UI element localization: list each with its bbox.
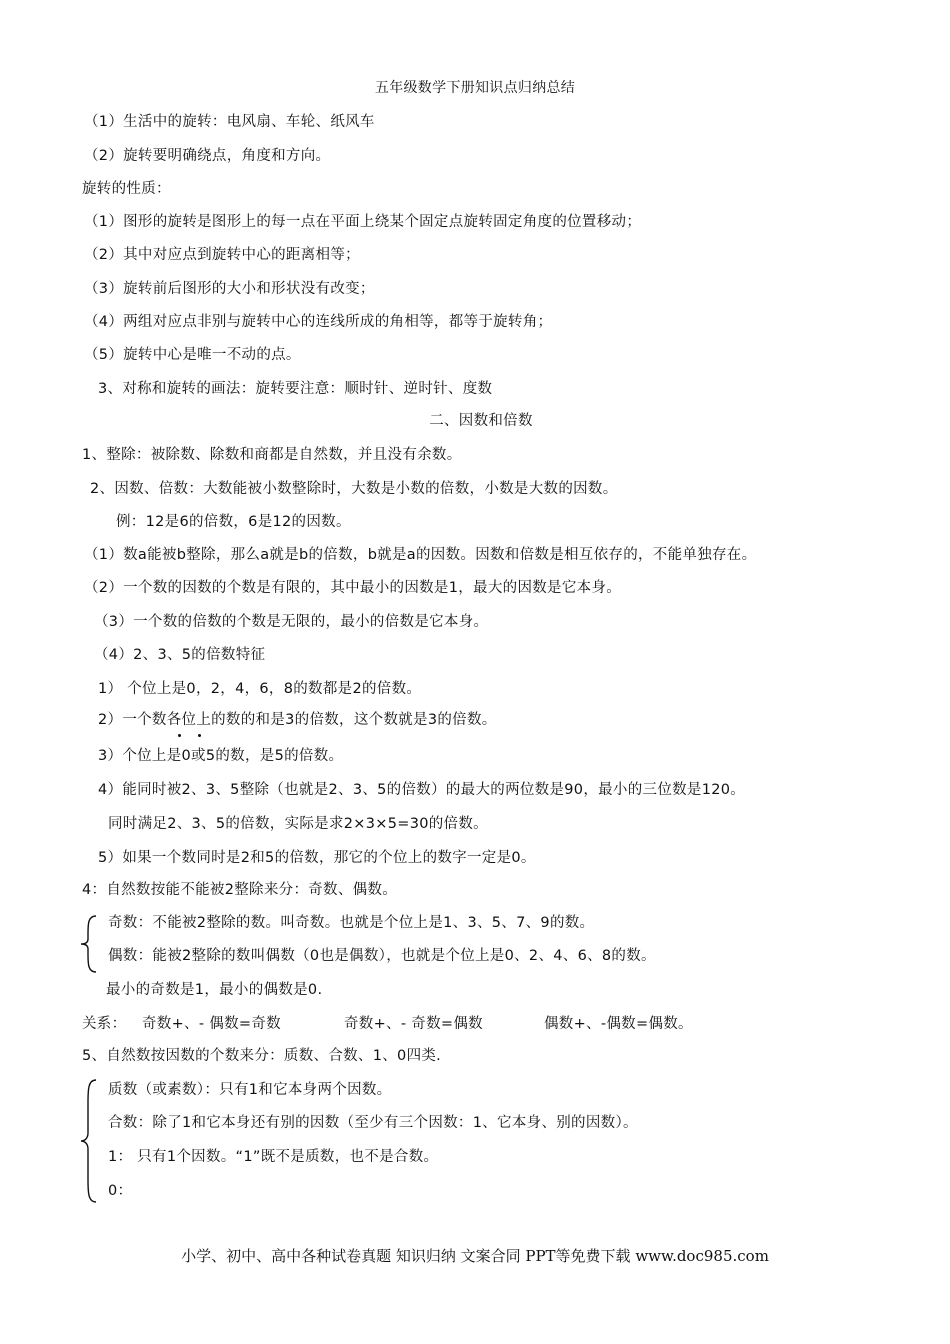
- rotation-item-2: （2）旋转要明确绕点，角度和方向。: [84, 148, 331, 164]
- factor-point-2: （2）一个数的因数的个数是有限的，其中最小的因数是1，最大的因数是它本身。: [84, 580, 622, 596]
- even-definition: 偶数：能被2整除的数叫偶数（0也是偶数），也就是个位上是0、2、4、6、8的数。: [108, 948, 656, 964]
- zero-definition: 0：: [108, 1183, 133, 1199]
- page-title: 五年级数学下册知识点归纳总结: [374, 80, 576, 96]
- rotation-property-5: （5）旋转中心是唯一不动的点。: [84, 347, 301, 363]
- factor-point-4: （4）2、3、5的倍数特征: [94, 647, 266, 663]
- multiple-feature-4-note: 同时满足2、3、5的倍数，实际是求2×3×5=30的倍数。: [108, 816, 488, 832]
- drawing-note: 3、对称和旋转的画法：旋转要注意：顺时针、逆时针、度数: [98, 381, 493, 397]
- rotation-property-2: （2）其中对应点到旋转中心的距离相等；: [84, 247, 360, 263]
- relations-label: 关系：: [82, 1016, 127, 1032]
- multiple-feature-3: 3）个位上是0或5的数，是5的倍数。: [98, 748, 344, 764]
- rotation-property-3: （3）旋转前后图形的大小和形状没有改变；: [84, 281, 375, 297]
- example-line: 例：12是6的倍数，6是12的因数。: [116, 514, 351, 530]
- relation-odd-plus-even: 奇数+、- 偶数=奇数: [142, 1016, 281, 1032]
- factor-multiple-definition: 2、因数、倍数：大数能被小数整除时，大数是小数的倍数，小数是大数的因数。: [90, 481, 618, 497]
- brace-factor-count: [78, 1078, 100, 1204]
- brace-parity: [78, 914, 100, 974]
- prime-definition: 质数（或素数）：只有1和它本身两个因数。: [108, 1082, 392, 1098]
- factor-point-3: （3）一个数的倍数的个数是无限的，最小的倍数是它本身。: [94, 614, 489, 630]
- multiple-feature-2: 2）一个数各位上的数的和是3的倍数，这个数就是3的倍数。: [98, 712, 497, 728]
- odd-definition: 奇数：不能被2整除的数。叫奇数。也就是个位上是1、3、5、7、9的数。: [108, 915, 595, 931]
- factor-count-heading: 5、自然数按因数的个数来分：质数、合数、1、0四类.: [82, 1048, 442, 1064]
- rotation-property-1: （1）图形的旋转是图形上的每一点在平面上绕某个固定点旋转固定角度的位置移动；: [84, 214, 642, 230]
- composite-definition: 合数：除了1和它本身还有别的因数（至少有三个因数：1、它本身、别的因数）。: [108, 1115, 638, 1131]
- emphasis-dot: [178, 734, 181, 737]
- relation-odd-plus-odd: 奇数+、- 奇数=偶数: [344, 1016, 483, 1032]
- smallest-odd-even: 最小的奇数是1，最小的偶数是0.: [106, 982, 323, 998]
- multiple-feature-5: 5）如果一个数同时是2和5的倍数，那它的个位上的数字一定是0。: [98, 850, 536, 866]
- parity-heading: 4：自然数按能不能被2整除来分：奇数、偶数。: [82, 882, 398, 898]
- factor-point-1: （1）数a能被b整除，那么a就是b的倍数，b就是a的因数。因数和倍数是相互依存的，不能单独存在。: [84, 547, 757, 563]
- emphasis-dot: [198, 734, 201, 737]
- multiple-feature-1: 1） 个位上是0，2，4，6，8的数都是2的倍数。: [98, 681, 422, 697]
- rotation-properties-heading: 旋转的性质：: [82, 181, 171, 197]
- footer-text: 小学、初中、高中各种试卷真题 知识归纳 文案合同 PPT等免费下载 www.doc985.com: [181, 1247, 769, 1265]
- multiple-feature-4: 4）能同时被2、3、5整除（也就是2、3、5的倍数）的最大的两位数是90，最小的三位数是120。: [98, 782, 746, 798]
- section-title: 二、因数和倍数: [429, 413, 533, 429]
- relation-even-plus-even: 偶数+、-偶数=偶数。: [544, 1016, 693, 1032]
- one-definition: 1： 只有1个因数。“1”既不是质数，也不是合数。: [108, 1149, 439, 1165]
- rotation-property-4: （4）两组对应点非别与旋转中心的连线所成的角相等，都等于旋转角；: [84, 314, 553, 330]
- divisible-definition: 1、整除：被除数、除数和商都是自然数，并且没有余数。: [82, 447, 462, 463]
- rotation-item-1: （1）生活中的旋转：电风扇、车轮、纸风车: [84, 114, 375, 130]
